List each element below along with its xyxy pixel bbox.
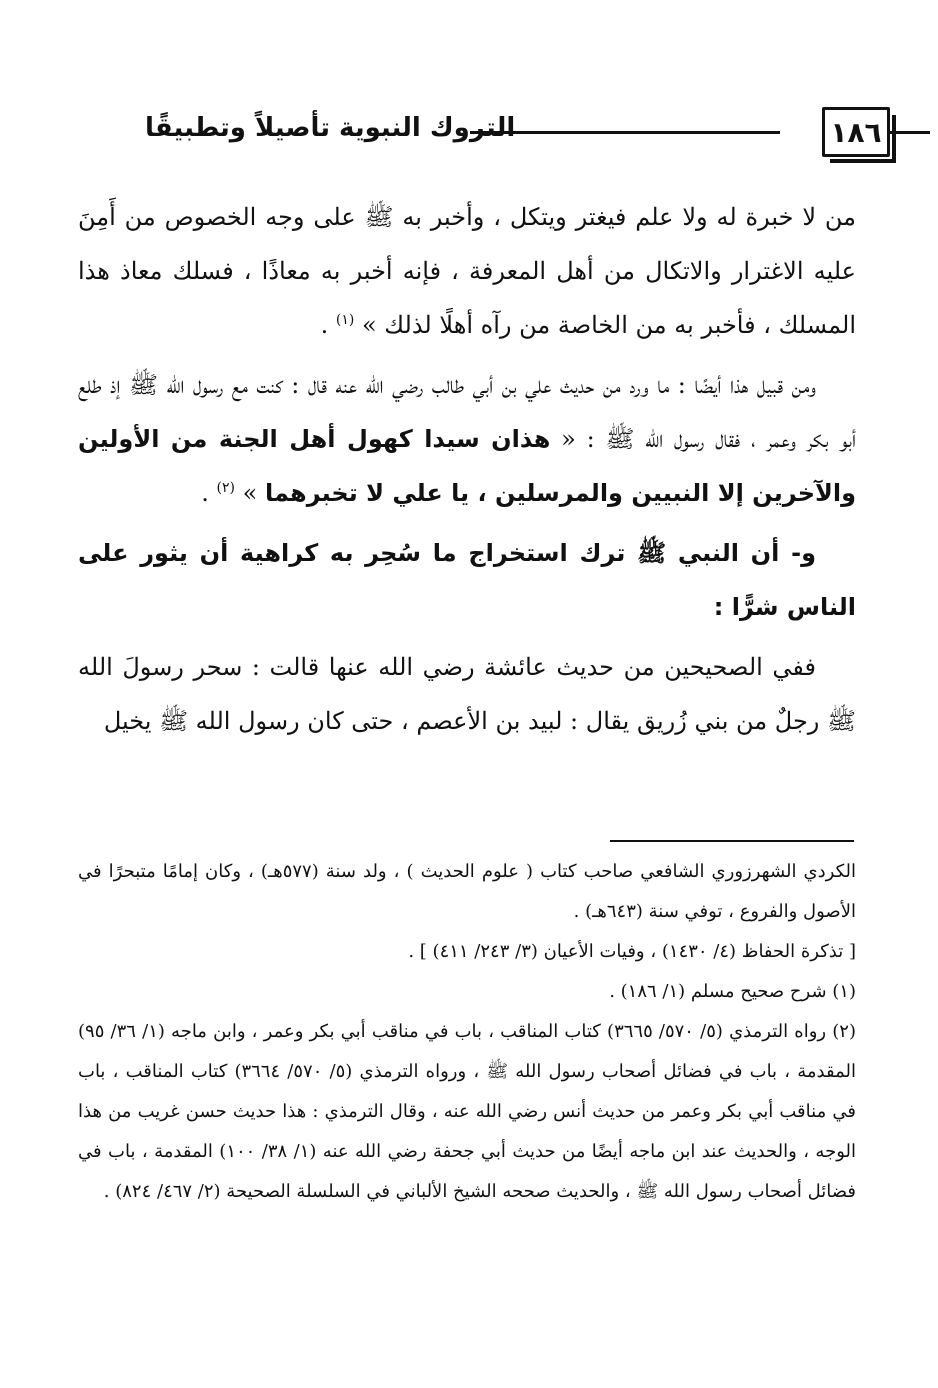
- footnote-2: (٢) رواه الترمذي (٥/ ٥٧٠/ ٣٦٦٥) كتاب المناقب ، باب في مناقب أبي بكر وعمر ، وابن ماجه (١/ ٣٦/ ٩٥) المقدمة ، باب في فضائل أصحاب رسول الله ﷺ ، ورواه الترمذي (٥/ ٥٧٠/ ٣٦٦٤) كتاب المناقب ، باب في مناقب أبي بكر وعمر من حديث أنس رضي الله عنه ، وقال الترمذي : هذا حديث حسن غريب من هذا الوجه ، والحديث عند ابن ماجه أيضًا من حديث أبي جحفة رضي الله عنه (١/ ٣٨/ ١٠٠) المقدمة ، باب في فضائل أصحاب رسول الله ﷺ ، والحديث صححه الشيخ الألباني في السلسلة الصحيحة (٢/ ٤٦٧/ ٨٢٤) .: [78, 1021, 856, 1202]
- paragraph-2-quote-close: »: [242, 479, 265, 507]
- paragraph-3: ففي الصحيحين من حديث عائشة رضي الله عنها قالت : سحر رسولَ الله ﷺ رجلٌ من بني زُريق يقال : لبيد بن الأعصم ، حتى كان رسول الله ﷺ يخيل: [78, 653, 856, 735]
- footnote-ref-1: (١): [335, 312, 355, 328]
- header-rule-middle: [470, 131, 780, 134]
- main-text: [78, 190, 856, 754]
- paragraph-1: [78, 190, 856, 352]
- paragraph-2-text: ومن قبيل هذا أيضًا : ما ورد من حديث علي بن أبي طالب رضي الله عنه قال : كنت مع رسول الله ﷺ إذ طلع أبو بكر وعمر ، فقال رسول الله ﷺ : «: [78, 371, 857, 453]
- footnote-continuation-sources: [ تذكرة الحفاظ (٤/ ١٤٣٠) ، وفيات الأعيان (٣/ ٢٤٣/ ٤١١) ] .: [408, 941, 856, 962]
- paragraph-2-tail: .: [201, 479, 217, 507]
- paragraph-1-end: .: [320, 311, 336, 339]
- footnotes: [78, 852, 856, 1212]
- footnote-continuation: الكردي الشهرزوري الشافعي صاحب كتاب ( علوم الحديث ) ، ولد سنة (٥٧٧هـ) ، وكان إمامًا متبحرًا في الأصول والفروع ، توفي سنة (٦٤٣هـ) .: [78, 861, 856, 922]
- running-title: التروك النبوية تأصيلاً وتطبيقًا: [145, 113, 516, 143]
- paragraph-1-text: من لا خبرة له ولا علم فيغتر ويتكل ، وأخبر به ﷺ على وجه الخصوص من أَمِنَ عليه الاغترار والاتكال من أهل المعرفة ، فإنه أخبر به معاذًا ، فسلك معاذ هذا المسلك ، فأخبر به من الخاصة من رآه أهلًا لذلك »: [78, 203, 856, 339]
- footnote-ref-2: (٢): [216, 480, 235, 496]
- footnote-separator: [610, 840, 854, 842]
- section-heading: و- أن النبي ﷺ ترك استخراج ما سُحِر به كراهية أن يثور على الناس شرًّا :: [78, 539, 856, 621]
- page-header: [70, 95, 882, 161]
- header-rule-right: [890, 131, 930, 134]
- paragraph-2: [78, 358, 856, 520]
- footnote-1: (١) شرح صحيح مسلم (١/ ١٨٦) .: [609, 981, 856, 1002]
- page-number: ١٨٦: [822, 107, 890, 157]
- hadith-quote: هذان سيدا كهول أهل الجنة من الأولين والآخرين إلا النبيين والمرسلين ، يا علي لا تخبرهما: [78, 425, 856, 507]
